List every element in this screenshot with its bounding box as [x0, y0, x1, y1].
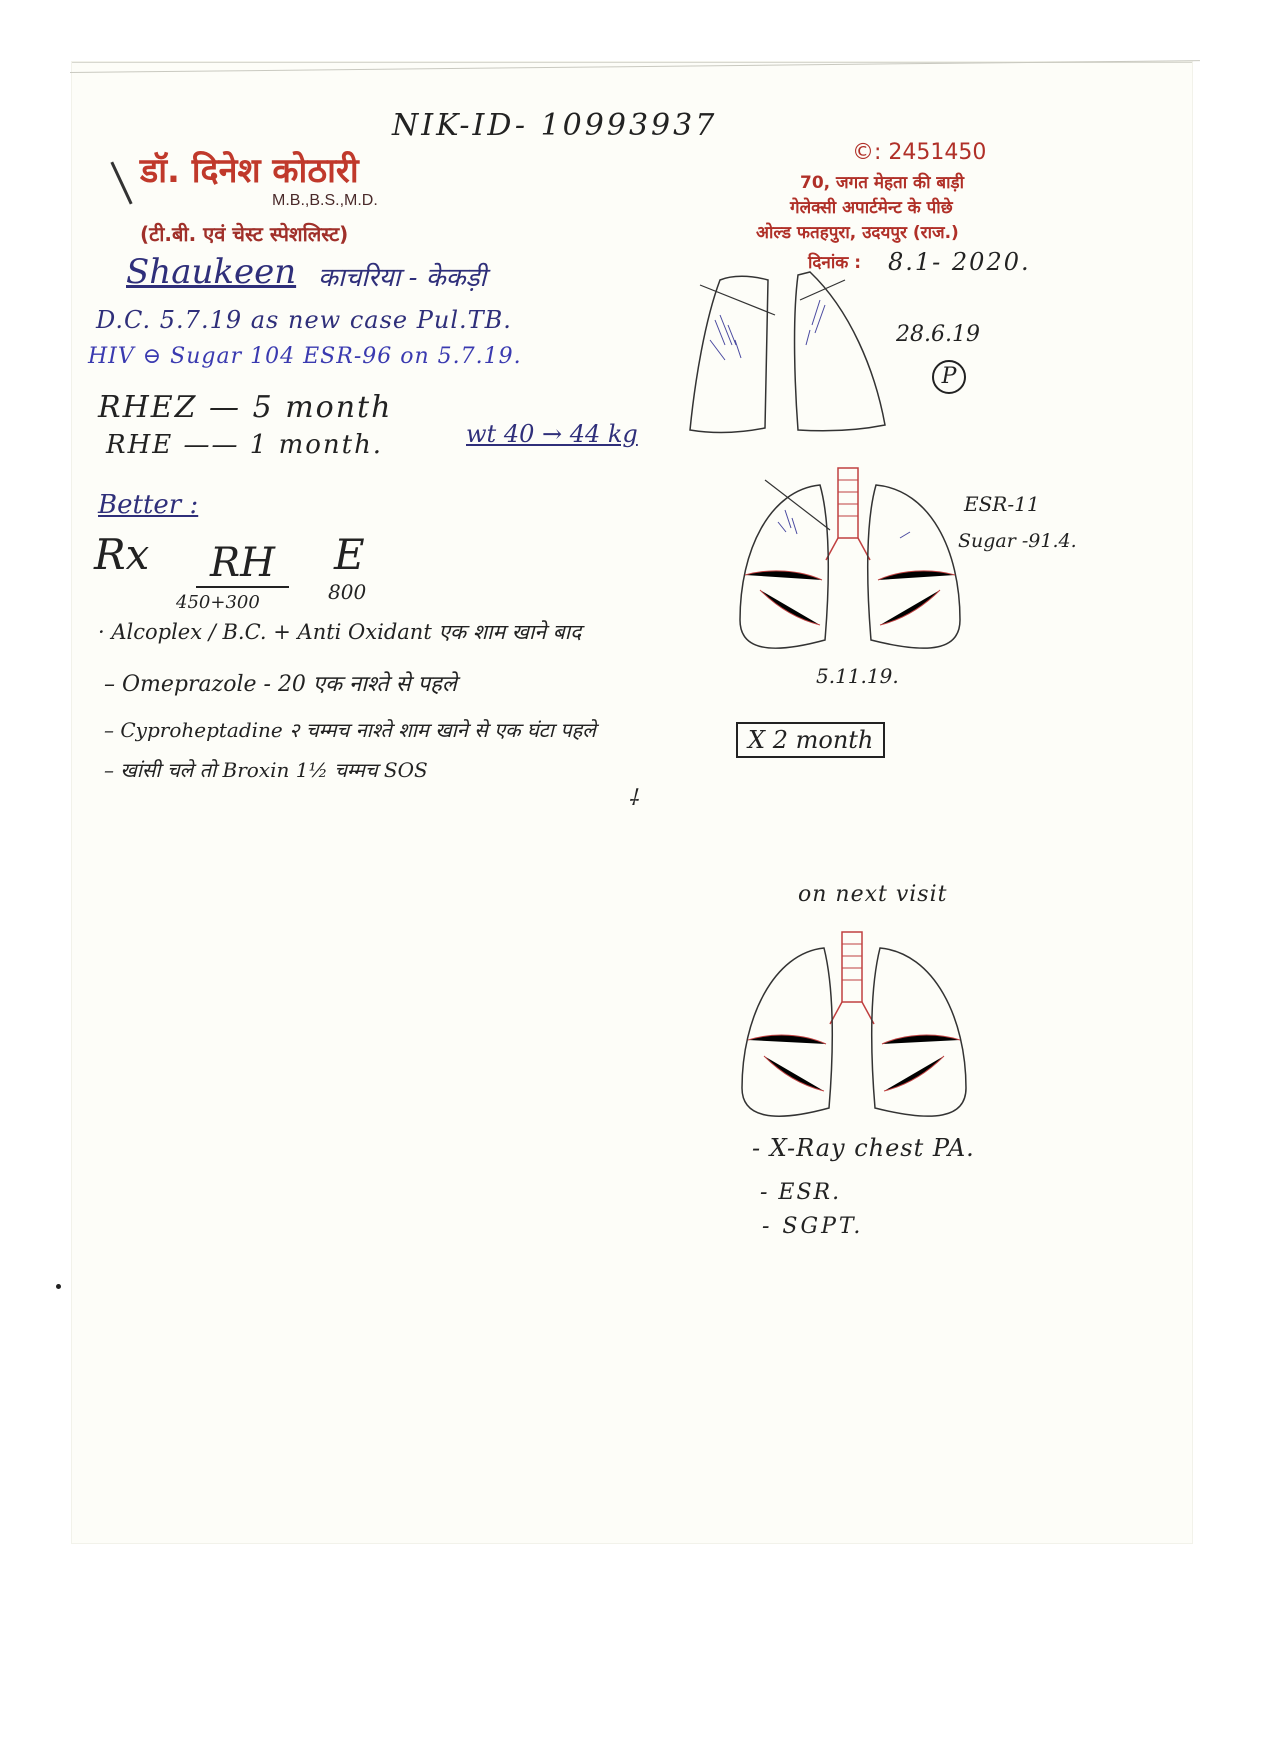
doctor-name: डॉ. दिनेश कोठारी — [140, 151, 359, 191]
xray2-esr: ESR-11 — [964, 492, 1040, 516]
rx-item-4: – खांसी चले तो Broxin 1½ चम्मच SOS — [104, 758, 428, 782]
patient-id: NIK-ID- 10993937 — [392, 108, 718, 143]
weight-change: wt 40 → 44 kg — [466, 420, 638, 448]
rx-symbol: Rx — [94, 530, 150, 579]
next-visit-test-1: - X-Ray chest PA. — [752, 1134, 975, 1162]
phone-number: ©: 2451450 — [852, 140, 987, 165]
doctor-degrees: M.B.,B.S.,M.D. — [272, 192, 378, 209]
xray2-date: 5.11.19. — [816, 664, 899, 688]
drug-e-dose: 800 — [328, 580, 367, 604]
next-visit-test-3: - SGPT. — [762, 1214, 864, 1239]
next-visit-test-2: - ESR. — [760, 1180, 842, 1205]
address-line-3: ओल्ड फतहपुरा, उदयपुर (राज.) — [756, 223, 959, 243]
xray2-sugar: Sugar -91.4. — [958, 530, 1077, 552]
xray1-date: 28.6.19 — [896, 322, 980, 347]
patient-location: काचरिया - केकड़ी — [318, 263, 487, 293]
rx-item-1: · Alcoplex / B.C. + Anti Oxidant एक शाम खाने बाद — [98, 620, 582, 644]
regimen-rhez: RHEZ — 5 month — [98, 390, 393, 425]
date-value: 8.1- 2020. — [888, 248, 1031, 276]
sketch-lungs-3 — [734, 928, 974, 1128]
doctor-speciality: (टी.बी. एवं चेस्ट स्पेशलिस्ट) — [140, 222, 349, 246]
sketch-lungs-2 — [730, 460, 970, 660]
next-visit-label: on next visit — [798, 882, 948, 907]
drug-e: E — [334, 530, 365, 579]
rx-duration: X 2 month — [736, 722, 885, 758]
address-line-2: गेलेक्सी अपार्टमेन्ट के पीछे — [790, 198, 953, 218]
drug-rh-dose: 450+300 — [176, 592, 260, 613]
drug-rh: RH — [196, 540, 289, 588]
rx-item-3: – Cyproheptadine २ चम्मच नाश्ते शाम खाने से एक घंटा पहले — [104, 718, 596, 742]
ink-dot — [56, 1284, 61, 1289]
status-better: Better : — [98, 490, 199, 520]
date-label: दिनांक : — [808, 253, 862, 273]
history-line-1: D.C. 5.7.19 as new case Pul.TB. — [96, 306, 512, 334]
patient-name: Shaukeen — [126, 252, 297, 292]
sketch-lungs-1 — [680, 260, 900, 450]
regimen-rhe: RHE —— 1 month. — [106, 430, 384, 460]
xray1-mark: P — [932, 360, 966, 394]
signature-mark: ⸸ — [628, 786, 639, 811]
history-line-2: HIV ⊖ Sugar 104 ESR-96 on 5.7.19. — [88, 344, 522, 369]
address-line-1: 70, जगत मेहता की बाड़ी — [800, 173, 965, 193]
rx-item-2: – Omeprazole - 20 एक नाश्ते से पहले — [104, 672, 457, 697]
